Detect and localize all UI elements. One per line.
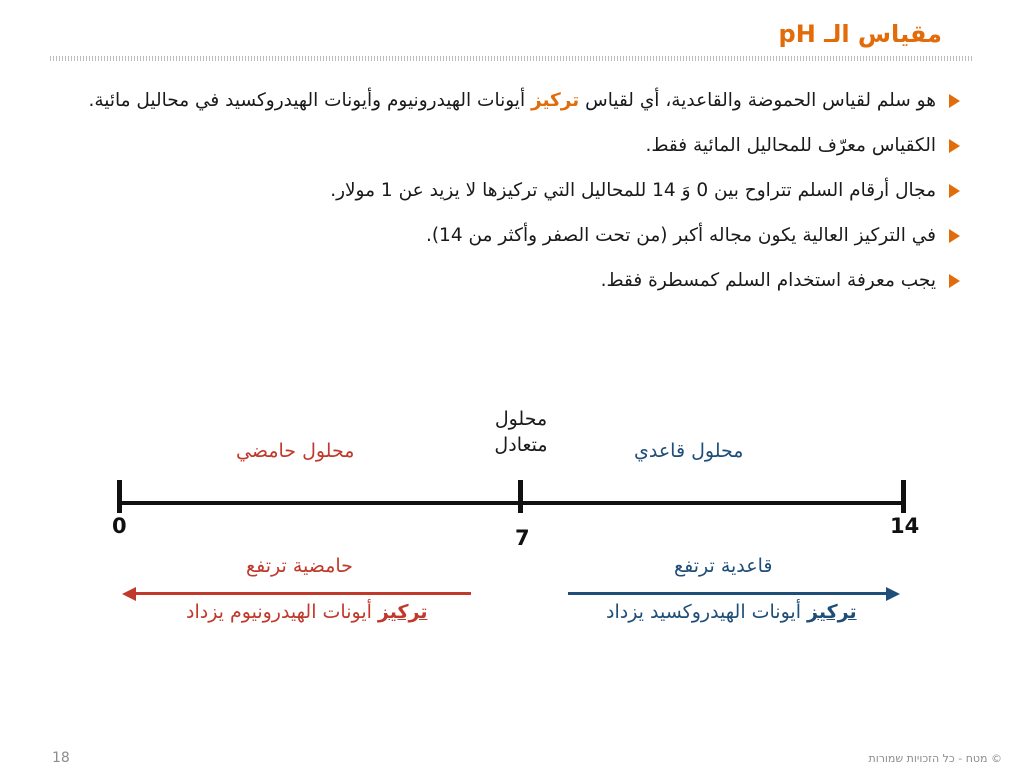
scale-label-0: 0 xyxy=(112,514,127,538)
hydronium-concentration-label xyxy=(186,601,428,623)
base-arrow-shaft xyxy=(568,592,888,595)
bullet-arrow-icon xyxy=(949,184,960,198)
bullet-arrow-icon xyxy=(949,139,960,153)
hydroxide-concentration-label xyxy=(606,601,857,623)
bullet-list xyxy=(42,78,962,303)
bullet-text: الكقياس معرّف للمحاليل المائية فقط. xyxy=(645,135,936,156)
acidity-rises-label: حامضية ترتفع xyxy=(246,555,353,577)
base-arrow-head-icon xyxy=(886,587,900,601)
bullet-arrow-icon xyxy=(949,229,960,243)
title-divider xyxy=(50,56,974,61)
bullet-highlight: تركيز xyxy=(530,90,580,111)
bullet-item xyxy=(42,123,962,168)
hydroxide-concentration-text: أيونات الهيدروكسيد يزداد xyxy=(606,601,808,623)
scale-tick-14 xyxy=(901,480,906,513)
bullet-item xyxy=(42,168,962,213)
bullet-item xyxy=(42,258,962,303)
acid-arrow-head-icon xyxy=(122,587,136,601)
basicity-rises-label: قاعدية ترتفع xyxy=(674,555,773,577)
neutral-solution-label xyxy=(484,406,558,458)
neutral-label-line2: متعادل xyxy=(494,434,548,456)
copyright-notice: © מטח - כל הזכויות שמורות xyxy=(868,752,1002,765)
base-solution-label: محلول قاعدي xyxy=(634,440,744,462)
bullet-item xyxy=(42,78,962,123)
bullet-text: مجال أرقام السلم تتراوح بين 0 وَ 14 للمحاليل التي تركيزها لا يزيد عن 1 مولار. xyxy=(330,180,936,201)
hydronium-concentration-text: أيونات الهيدرونيوم يزداد xyxy=(186,601,378,623)
scale-label-14: 14 xyxy=(890,514,920,538)
bullet-item xyxy=(42,213,962,258)
bullet-text-before: هو سلم لقياس الحموضة والقاعدية، أي لقياس xyxy=(579,90,936,111)
acid-solution-label: محلول حامضي xyxy=(236,440,355,462)
neutral-label-line1: محلول xyxy=(494,408,548,430)
ph-scale-line xyxy=(119,501,904,505)
hydronium-concentration-keyword: تركيز xyxy=(377,601,428,623)
bullet-arrow-icon xyxy=(949,274,960,288)
hydroxide-concentration-keyword: تركيز xyxy=(807,601,857,623)
slide-title: مقياس الـ pH xyxy=(778,20,942,48)
scale-tick-7 xyxy=(518,480,523,513)
bullet-text: في التركيز العالية يكون مجاله أكبر (من تحت الصفر وأكثر من 14). xyxy=(425,225,936,246)
bullet-text-after: أيونات الهيدرونيوم وأيونات الهيدروكسيد في محاليل مائية. xyxy=(88,90,531,111)
acid-arrow-shaft xyxy=(134,592,471,595)
bullet-arrow-icon xyxy=(949,94,960,108)
scale-label-7: 7 xyxy=(515,526,530,550)
bullet-text: يجب معرفة استخدام السلم كمسطرة فقط. xyxy=(600,270,936,291)
page-number: 18 xyxy=(52,750,70,766)
scale-tick-0 xyxy=(117,480,122,513)
